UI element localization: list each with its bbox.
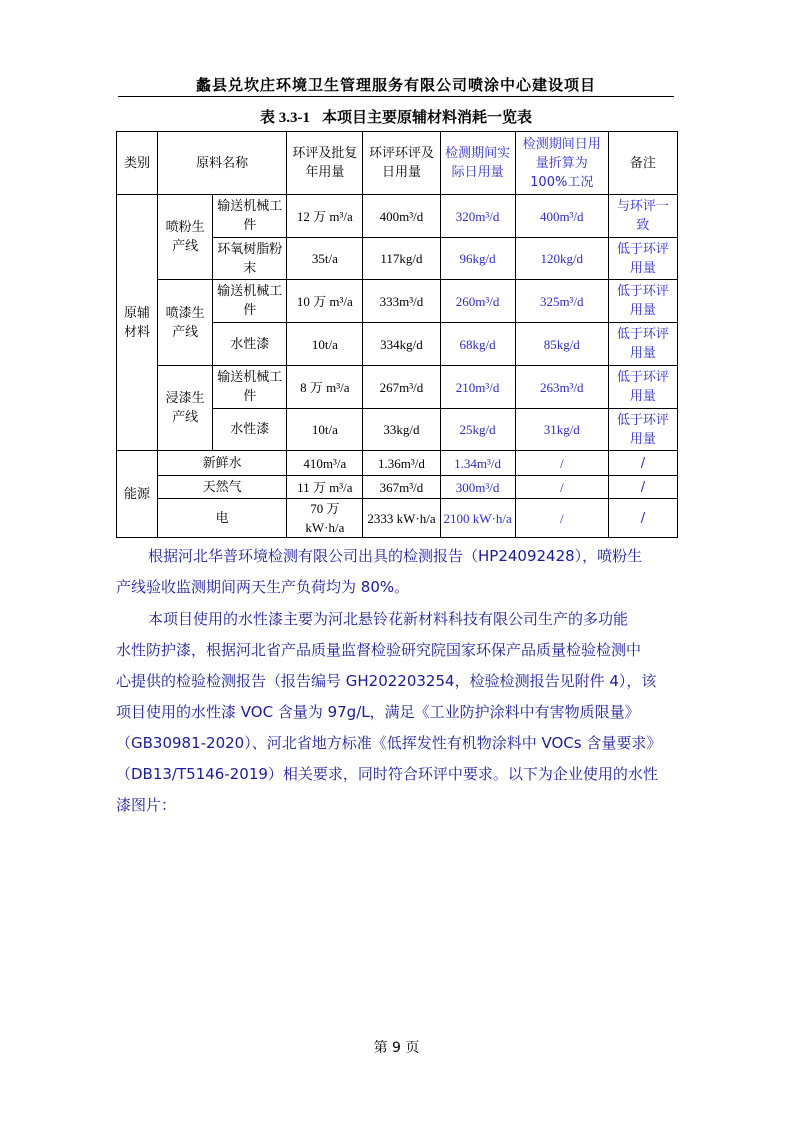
group-raw-materials: 原辅材料 xyxy=(117,195,158,451)
material-name: 输送机械工件 xyxy=(213,280,287,323)
converted-value: / xyxy=(515,499,608,538)
paragraph-line: 本项目使用的水性漆主要为河北悬铃花新材料科技有限公司生产的多功能 xyxy=(148,610,629,628)
material-name: 输送机械工件 xyxy=(213,366,287,409)
annual-value: 70 万 kW·h/a xyxy=(287,499,363,538)
monitor-value: 300m³/d xyxy=(440,476,515,499)
monitor-value: 96kg/d xyxy=(440,238,515,280)
page-header: 蠡县兑坎庄环境卫生管理服务有限公司喷涂中心建设项目 xyxy=(195,76,596,94)
remark-value: 低于环评用量 xyxy=(608,409,677,451)
converted-value: / xyxy=(515,451,608,476)
converted-value: 400m³/d xyxy=(515,195,608,238)
material-name: 环氧树脂粉末 xyxy=(213,238,287,280)
paragraph-line: 漆图片： xyxy=(116,796,177,814)
table-row xyxy=(117,499,678,538)
materials-table xyxy=(116,131,678,538)
annual-value: 10 万 m³/a xyxy=(287,280,363,323)
group-energy: 能源 xyxy=(117,451,158,538)
table-header-row xyxy=(117,132,678,195)
energy-name: 天然气 xyxy=(158,476,287,499)
converted-value: 263m³/d xyxy=(515,366,608,409)
daily-value: 33kg/d xyxy=(363,409,440,451)
line-paint: 喷漆生产线 xyxy=(158,280,213,366)
table-row xyxy=(117,280,678,323)
annual-value: 8 万 m³/a xyxy=(287,366,363,409)
header-eia-daily: 环评环评及日用量 xyxy=(363,132,440,195)
daily-value: 333m³/d xyxy=(363,280,440,323)
header-monitor-daily: 检测期间实际日用量 xyxy=(440,132,515,195)
annual-value: 10t/a xyxy=(287,323,363,366)
daily-value: 400m³/d xyxy=(363,195,440,238)
table-row xyxy=(117,451,678,476)
monitor-value: 210m³/d xyxy=(440,366,515,409)
converted-value: / xyxy=(515,476,608,499)
header-category: 类别 xyxy=(117,132,158,195)
remark-value: 低于环评用量 xyxy=(608,323,677,366)
material-name: 水性漆 xyxy=(213,409,287,451)
table-title: 本项目主要原辅材料消耗一览表 xyxy=(321,108,532,126)
annual-value: 10t/a xyxy=(287,409,363,451)
table-row xyxy=(117,366,678,409)
paragraph-line: 产线验收监测期间两天生产负荷均为 80%。 xyxy=(116,578,410,596)
line-powder: 喷粉生产线 xyxy=(158,195,213,280)
remark-value: / xyxy=(608,499,677,538)
remark-value: / xyxy=(608,476,677,499)
converted-value: 85kg/d xyxy=(515,323,608,366)
table-number: 表 3.3-1 xyxy=(259,110,310,126)
monitor-value: 2100 kW·h/a xyxy=(440,499,515,538)
header-remark: 备注 xyxy=(608,132,677,195)
remark-value: 低于环评用量 xyxy=(608,366,677,409)
table-row xyxy=(117,476,678,499)
header-material: 原料名称 xyxy=(158,132,287,195)
material-name: 输送机械工件 xyxy=(213,195,287,238)
energy-name: 电 xyxy=(158,499,287,538)
converted-value: 31kg/d xyxy=(515,409,608,451)
paragraph-load-factor xyxy=(116,541,676,603)
page-number: 第 9 页 xyxy=(373,1040,420,1056)
annual-value: 12 万 m³/a xyxy=(287,195,363,238)
paragraph-water-paint xyxy=(116,604,676,821)
material-name: 水性漆 xyxy=(213,323,287,366)
monitor-value: 320m³/d xyxy=(440,195,515,238)
monitor-value: 260m³/d xyxy=(440,280,515,323)
remark-value: 低于环评用量 xyxy=(608,238,677,280)
converted-value: 325m³/d xyxy=(515,280,608,323)
line-dip: 浸漆生产线 xyxy=(158,366,213,451)
daily-value: 2333 kW·h/a xyxy=(363,499,440,538)
daily-value: 367m³/d xyxy=(363,476,440,499)
paragraph-line: 根据河北华普环境检测有限公司出具的检测报告（HP24092428），喷粉生 xyxy=(148,547,643,565)
remark-value: 与环评一致 xyxy=(608,195,677,238)
header-converted: 检测期间日用量折算为100%工况 xyxy=(515,132,608,195)
daily-value: 1.36m³/d xyxy=(363,451,440,476)
daily-value: 267m³/d xyxy=(363,366,440,409)
paragraph-line: （DB13/T5146-2019）相关要求，同时符合环评中要求。以下为企业使用的水性 xyxy=(116,765,658,783)
monitor-value: 25kg/d xyxy=(440,409,515,451)
paragraph-line: 心提供的检验检测报告（报告编号 GH202203254，检验检测报告见附件 4），该 xyxy=(116,672,657,690)
paragraph-line: （GB30981-2020）、河北省地方标准《低挥发性有机物涂料中 VOCs 含量要求》 xyxy=(116,734,662,752)
table-row xyxy=(117,195,678,238)
remark-value: 低于环评用量 xyxy=(608,280,677,323)
daily-value: 334kg/d xyxy=(363,323,440,366)
annual-value: 35t/a xyxy=(287,238,363,280)
monitor-value: 1.34m³/d xyxy=(440,451,515,476)
annual-value: 410m³/a xyxy=(287,451,363,476)
monitor-value: 68kg/d xyxy=(440,323,515,366)
remark-value: / xyxy=(608,451,677,476)
energy-name: 新鲜水 xyxy=(158,451,287,476)
paragraph-line: 水性防护漆，根据河北省产品质量监督检验研究院国家环保产品质量检验检测中 xyxy=(116,641,642,659)
paragraph-line: 项目使用的水性漆 VOC 含量为 97g/L，满足《工业防护涂料中有害物质限量》 xyxy=(116,703,640,721)
annual-value: 11 万 m³/a xyxy=(287,476,363,499)
converted-value: 120kg/d xyxy=(515,238,608,280)
header-rule xyxy=(118,96,674,97)
daily-value: 117kg/d xyxy=(363,238,440,280)
table-caption xyxy=(118,106,674,127)
header-approved-annual: 环评及批复年用量 xyxy=(287,132,363,195)
